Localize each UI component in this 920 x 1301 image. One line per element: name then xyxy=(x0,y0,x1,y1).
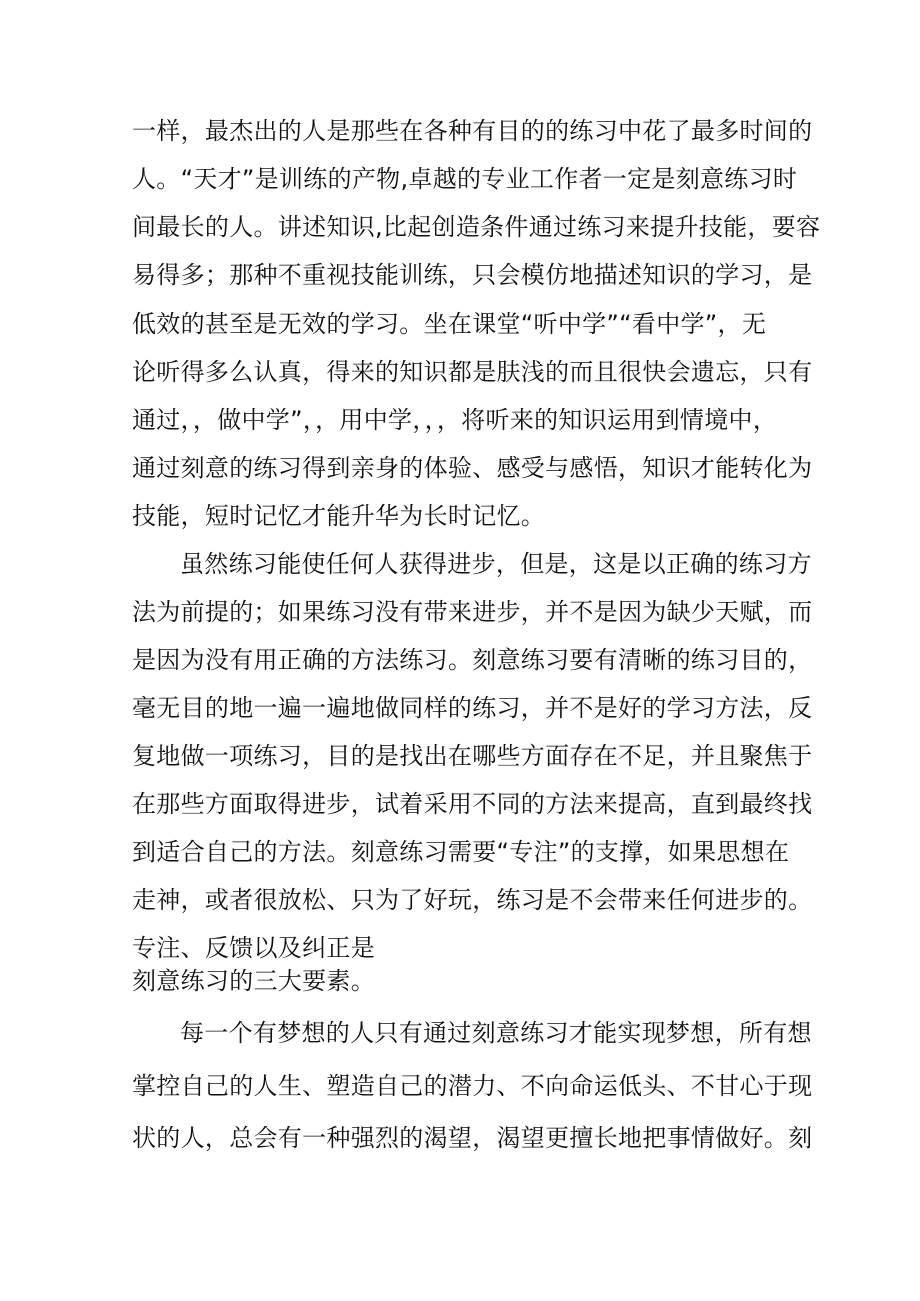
text-line: 毫无目的地一遍一遍地做同样的练习，并不是好的学习方法，反 xyxy=(132,694,813,722)
text-line: 通过刻意的练习得到亲身的体验、感受与感悟，知识才能转化为 xyxy=(132,454,813,482)
text-line: 易得多；那种不重视技能训练，只会模仿地描述知识的学习，是 xyxy=(132,261,813,289)
text-line: 状的人，总会有一种强烈的渴望，渴望更擅长地把事情做好。刻 xyxy=(132,1124,813,1152)
text-line: 专注、反馈以及纠正是 xyxy=(132,934,375,962)
text-line: 走神，或者很放松、只为了好玩，练习是不会带来任何进步的。 xyxy=(132,886,813,914)
text-line: 是因为没有用正确的方法练习。刻意练习要有清晰的练习目的， xyxy=(132,646,813,674)
text-line: 通过，，做中学”，，用中学，，，将听来的知识运用到情境中， xyxy=(132,406,778,434)
text-line: 间最长的人。讲述知识,比起创造条件通过练习来提升技能，要容 xyxy=(132,213,821,241)
text-line: 到适合自己的方法。刻意练习需要“专注”的支撑，如果思想在 xyxy=(132,838,790,866)
paragraph-first-line: 每一个有梦想的人只有通过刻意练习才能实现梦想，所有想 xyxy=(180,1019,812,1047)
text-line: 复地做一项练习，目的是找出在哪些方面存在不足，并且聚焦于 xyxy=(132,742,813,770)
text-line: 技能，短时记忆才能升华为长时记忆。 xyxy=(132,502,546,530)
text-line: 人。“天才”是训练的产物,卓越的专业工作者一定是刻意练习时 xyxy=(132,165,798,193)
text-line: 低效的甚至是无效的学习。坐在课堂“听中学”“看中学”，无 xyxy=(132,310,767,338)
text-line: 刻意练习的三大要素。 xyxy=(132,967,375,995)
text-line: 论听得多么认真，得来的知识都是肤浅的而且很快会遗忘，只有 xyxy=(132,358,813,386)
text-line: 掌控自己的人生、塑造自己的潜力、不向命运低头、不甘心于现 xyxy=(132,1072,813,1100)
paragraph-first-line: 虽然练习能使任何人获得进步，但是，这是以正确的练习方 xyxy=(180,550,812,578)
text-line: 在那些方面取得进步，试着采用不同的方法来提高，直到最终找 xyxy=(132,790,813,818)
text-line: 一样，最杰出的人是那些在各种有目的的练习中花了最多时间的 xyxy=(132,117,813,145)
text-line: 法为前提的；如果练习没有带来进步，并不是因为缺少天赋，而 xyxy=(132,598,813,626)
